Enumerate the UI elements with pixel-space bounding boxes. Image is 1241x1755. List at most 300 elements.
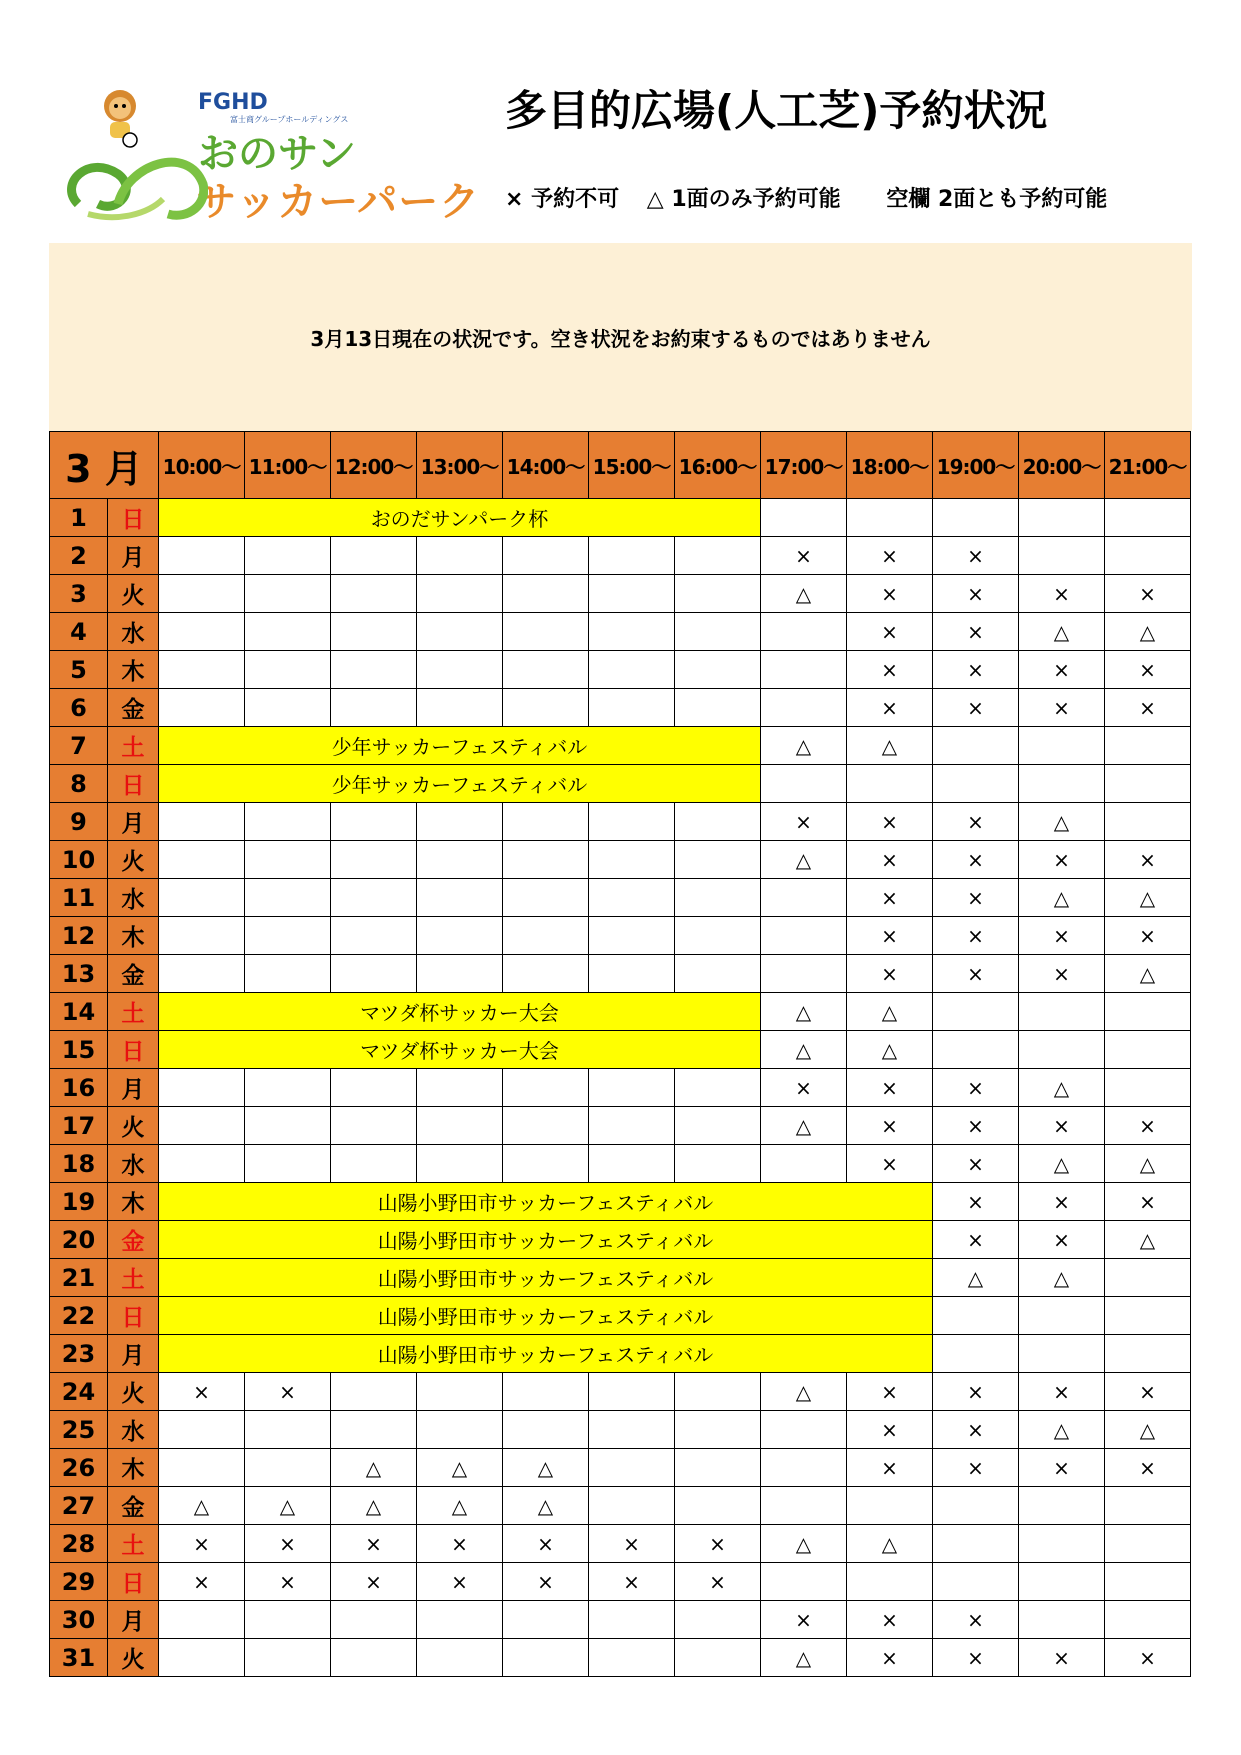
status-cell	[589, 955, 675, 993]
day-of-week: 水	[108, 613, 159, 651]
status-cell	[847, 499, 933, 537]
status-cell	[417, 955, 503, 993]
day-number: 25	[50, 1411, 108, 1449]
table-row	[50, 1145, 1191, 1183]
status-cell	[761, 613, 847, 651]
status-cell	[159, 689, 245, 727]
status-cell: △	[1105, 955, 1191, 993]
status-cell	[675, 651, 761, 689]
status-cell	[503, 1145, 589, 1183]
status-cell: △	[761, 575, 847, 613]
status-cell: △	[761, 727, 847, 765]
status-cell	[417, 879, 503, 917]
status-cell	[503, 1069, 589, 1107]
status-cell: △	[761, 1373, 847, 1411]
status-cell: ×	[1105, 1107, 1191, 1145]
day-number: 18	[50, 1145, 108, 1183]
status-cell: ×	[933, 1411, 1019, 1449]
status-cell	[761, 1563, 847, 1601]
status-cell	[589, 613, 675, 651]
status-cell: ×	[933, 613, 1019, 651]
status-cell	[933, 1563, 1019, 1601]
day-of-week: 土	[108, 1259, 159, 1297]
status-cell: △	[245, 1487, 331, 1525]
table-row	[50, 803, 1191, 841]
status-cell	[589, 1069, 675, 1107]
status-cell: ×	[933, 1639, 1019, 1677]
status-cell	[159, 1145, 245, 1183]
day-of-week: 月	[108, 1069, 159, 1107]
status-cell	[1019, 727, 1105, 765]
day-number: 13	[50, 955, 108, 993]
status-cell	[589, 1601, 675, 1639]
status-cell	[159, 537, 245, 575]
status-cell: ×	[1019, 841, 1105, 879]
status-cell	[159, 955, 245, 993]
status-cell: ×	[847, 651, 933, 689]
status-cell	[761, 955, 847, 993]
day-number: 22	[50, 1297, 108, 1335]
status-cell	[331, 575, 417, 613]
event-cell: 山陽小野田市サッカーフェスティバル	[159, 1297, 933, 1335]
status-cell	[761, 1449, 847, 1487]
time-slot-header: 12:00～	[331, 432, 417, 499]
status-cell	[675, 613, 761, 651]
status-cell	[761, 765, 847, 803]
status-cell: △	[847, 993, 933, 1031]
status-cell	[417, 1601, 503, 1639]
status-cell	[331, 651, 417, 689]
event-cell: マツダ杯サッカー大会	[159, 993, 761, 1031]
status-cell: ×	[933, 689, 1019, 727]
status-cell: ×	[1105, 917, 1191, 955]
status-cell: ×	[1019, 1449, 1105, 1487]
status-cell	[245, 1411, 331, 1449]
event-cell: 山陽小野田市サッカーフェスティバル	[159, 1183, 933, 1221]
status-cell: △	[1019, 803, 1105, 841]
status-cell	[1105, 537, 1191, 575]
status-cell	[675, 575, 761, 613]
status-cell: ×	[417, 1563, 503, 1601]
status-cell	[331, 1411, 417, 1449]
status-cell: ×	[933, 537, 1019, 575]
status-cell: △	[503, 1449, 589, 1487]
status-cell: ×	[933, 1221, 1019, 1259]
table-row	[50, 1601, 1191, 1639]
status-cell	[159, 841, 245, 879]
status-cell: ×	[933, 955, 1019, 993]
status-cell: ×	[675, 1525, 761, 1563]
time-slot-header: 11:00～	[245, 432, 331, 499]
day-of-week: 火	[108, 575, 159, 613]
status-cell	[589, 1373, 675, 1411]
status-cell	[933, 765, 1019, 803]
status-cell	[1105, 1031, 1191, 1069]
table-row	[50, 955, 1191, 993]
day-number: 12	[50, 917, 108, 955]
status-cell	[331, 1107, 417, 1145]
table-row	[50, 1183, 1191, 1221]
status-cell	[589, 879, 675, 917]
status-cell: ×	[245, 1563, 331, 1601]
status-cell	[503, 1601, 589, 1639]
table-row	[50, 765, 1191, 803]
status-cell: ×	[1105, 575, 1191, 613]
day-number: 28	[50, 1525, 108, 1563]
event-cell: 少年サッカーフェスティバル	[159, 765, 761, 803]
status-cell	[417, 1145, 503, 1183]
status-cell	[245, 1601, 331, 1639]
status-cell: △	[1019, 1411, 1105, 1449]
day-of-week: 水	[108, 1145, 159, 1183]
status-cell	[245, 1069, 331, 1107]
status-cell	[331, 879, 417, 917]
status-cell	[503, 1107, 589, 1145]
table-row	[50, 1563, 1191, 1601]
status-cell: △	[761, 841, 847, 879]
status-cell	[331, 841, 417, 879]
status-cell	[589, 1145, 675, 1183]
status-cell	[331, 1639, 417, 1677]
table-row	[50, 841, 1191, 879]
company-logo-text: FGHD	[198, 90, 268, 115]
status-cell	[159, 1411, 245, 1449]
status-cell: ×	[847, 917, 933, 955]
legend-blank: 空欄 2面とも予約可能	[886, 187, 1108, 212]
day-number: 9	[50, 803, 108, 841]
status-cell	[847, 1563, 933, 1601]
reservation-table	[49, 431, 1191, 1677]
status-cell	[1105, 1259, 1191, 1297]
status-cell	[331, 1601, 417, 1639]
status-cell: △	[933, 1259, 1019, 1297]
status-cell	[245, 879, 331, 917]
status-cell	[675, 1449, 761, 1487]
status-cell	[503, 613, 589, 651]
status-cell	[589, 917, 675, 955]
status-cell: ×	[159, 1525, 245, 1563]
status-cell: ×	[1105, 1449, 1191, 1487]
status-cell: ×	[1019, 575, 1105, 613]
day-number: 11	[50, 879, 108, 917]
day-of-week: 日	[108, 765, 159, 803]
status-cell	[675, 689, 761, 727]
status-cell	[589, 575, 675, 613]
status-cell: ×	[933, 1107, 1019, 1145]
status-cell	[589, 841, 675, 879]
time-slot-header: 10:00～	[159, 432, 245, 499]
status-cell	[1105, 1297, 1191, 1335]
status-cell	[503, 879, 589, 917]
status-cell	[675, 1601, 761, 1639]
status-cell	[761, 917, 847, 955]
status-cell: ×	[847, 955, 933, 993]
status-cell: △	[761, 1107, 847, 1145]
status-cell: △	[503, 1487, 589, 1525]
day-of-week: 木	[108, 917, 159, 955]
status-cell: △	[1019, 1259, 1105, 1297]
status-cell	[159, 1601, 245, 1639]
status-cell: △	[847, 727, 933, 765]
status-cell	[589, 651, 675, 689]
status-cell	[503, 841, 589, 879]
status-cell	[159, 613, 245, 651]
table-row	[50, 917, 1191, 955]
status-cell	[675, 1373, 761, 1411]
status-cell: ×	[933, 1601, 1019, 1639]
status-cell	[933, 1335, 1019, 1373]
status-cell: ×	[159, 1563, 245, 1601]
table-row	[50, 993, 1191, 1031]
status-cell: △	[1105, 879, 1191, 917]
status-cell: ×	[933, 1449, 1019, 1487]
status-cell	[331, 917, 417, 955]
status-cell	[159, 1107, 245, 1145]
day-of-week: 火	[108, 841, 159, 879]
time-slot-header: 18:00～	[847, 432, 933, 499]
status-cell	[159, 1449, 245, 1487]
status-cell	[159, 803, 245, 841]
status-cell	[1105, 1335, 1191, 1373]
status-cell: △	[331, 1487, 417, 1525]
status-cell	[675, 1069, 761, 1107]
day-of-week: 火	[108, 1639, 159, 1677]
status-cell	[159, 575, 245, 613]
status-cell: ×	[933, 575, 1019, 613]
status-cell	[761, 879, 847, 917]
status-cell: △	[761, 1031, 847, 1069]
day-of-week: 日	[108, 499, 159, 537]
status-cell: ×	[159, 1373, 245, 1411]
status-cell	[417, 1069, 503, 1107]
event-cell: マツダ杯サッカー大会	[159, 1031, 761, 1069]
table-row	[50, 1373, 1191, 1411]
table-row	[50, 1259, 1191, 1297]
day-of-week: 金	[108, 689, 159, 727]
day-of-week: 木	[108, 651, 159, 689]
status-cell: ×	[933, 917, 1019, 955]
status-cell	[933, 499, 1019, 537]
status-cell: △	[1105, 1145, 1191, 1183]
status-cell	[503, 1411, 589, 1449]
status-cell	[245, 651, 331, 689]
status-cell: ×	[933, 651, 1019, 689]
status-cell	[245, 537, 331, 575]
status-cell: ×	[331, 1525, 417, 1563]
status-cell	[503, 575, 589, 613]
notice-text: 3月13日現在の状況です。空き状況をお約束するものではありません	[310, 327, 931, 351]
status-cell	[503, 803, 589, 841]
status-cell: ×	[933, 1145, 1019, 1183]
status-cell: △	[1105, 613, 1191, 651]
status-cell: ×	[933, 841, 1019, 879]
day-number: 6	[50, 689, 108, 727]
table-row	[50, 879, 1191, 917]
status-cell	[417, 1107, 503, 1145]
status-cell	[589, 537, 675, 575]
status-cell: ×	[417, 1525, 503, 1563]
status-cell: △	[417, 1449, 503, 1487]
table-row	[50, 1221, 1191, 1259]
status-cell	[675, 1487, 761, 1525]
status-cell	[245, 1145, 331, 1183]
status-cell	[245, 803, 331, 841]
status-cell	[589, 803, 675, 841]
time-slot-header: 15:00～	[589, 432, 675, 499]
status-cell: △	[1105, 1411, 1191, 1449]
status-cell: △	[1019, 613, 1105, 651]
status-cell	[417, 841, 503, 879]
status-cell: ×	[847, 1145, 933, 1183]
status-cell: ×	[847, 879, 933, 917]
table-row	[50, 1487, 1191, 1525]
day-of-week: 火	[108, 1373, 159, 1411]
event-cell: おのだサンパーク杯	[159, 499, 761, 537]
legend	[505, 182, 1127, 213]
day-number: 29	[50, 1563, 108, 1601]
status-cell	[847, 1487, 933, 1525]
status-cell: ×	[1105, 1639, 1191, 1677]
status-cell: △	[159, 1487, 245, 1525]
day-number: 10	[50, 841, 108, 879]
status-cell: ×	[847, 1449, 933, 1487]
notice-box	[49, 243, 1192, 431]
status-cell: ×	[933, 803, 1019, 841]
table-row	[50, 1069, 1191, 1107]
time-slot-header: 19:00～	[933, 432, 1019, 499]
status-cell	[675, 537, 761, 575]
status-cell	[761, 689, 847, 727]
day-of-week: 土	[108, 727, 159, 765]
day-number: 21	[50, 1259, 108, 1297]
status-cell	[245, 917, 331, 955]
table-row	[50, 575, 1191, 613]
status-cell: ×	[761, 537, 847, 575]
status-cell: ×	[331, 1563, 417, 1601]
event-cell: 山陽小野田市サッカーフェスティバル	[159, 1335, 933, 1373]
status-cell	[159, 1639, 245, 1677]
status-cell	[1019, 499, 1105, 537]
status-cell: ×	[503, 1525, 589, 1563]
status-cell: ×	[847, 1107, 933, 1145]
table-row	[50, 537, 1191, 575]
status-cell: △	[847, 1525, 933, 1563]
status-cell	[1105, 1487, 1191, 1525]
status-cell	[675, 1107, 761, 1145]
logo	[58, 82, 498, 225]
status-cell: ×	[1019, 1183, 1105, 1221]
status-cell	[675, 1639, 761, 1677]
status-cell: ×	[589, 1525, 675, 1563]
day-number: 20	[50, 1221, 108, 1259]
day-number: 7	[50, 727, 108, 765]
status-cell: ×	[1105, 1373, 1191, 1411]
status-cell	[503, 955, 589, 993]
status-cell: ×	[589, 1563, 675, 1601]
status-cell	[331, 1145, 417, 1183]
company-logo-subtext: 富士商グループホールディングス	[230, 115, 349, 124]
day-number: 3	[50, 575, 108, 613]
status-cell: ×	[503, 1563, 589, 1601]
status-cell: ×	[847, 537, 933, 575]
status-cell	[933, 1487, 1019, 1525]
day-number: 27	[50, 1487, 108, 1525]
time-slot-header: 17:00～	[761, 432, 847, 499]
status-cell	[1105, 1601, 1191, 1639]
status-cell: ×	[1105, 651, 1191, 689]
status-cell: ×	[1019, 1639, 1105, 1677]
status-cell	[675, 955, 761, 993]
status-cell: ×	[847, 575, 933, 613]
status-cell: ×	[847, 803, 933, 841]
status-cell	[1105, 1525, 1191, 1563]
status-cell	[761, 1487, 847, 1525]
status-cell: ×	[847, 1373, 933, 1411]
table-row	[50, 1411, 1191, 1449]
status-cell	[1019, 1335, 1105, 1373]
status-cell	[1105, 1069, 1191, 1107]
status-cell	[417, 917, 503, 955]
status-cell	[503, 689, 589, 727]
status-cell: △	[761, 993, 847, 1031]
day-of-week: 火	[108, 1107, 159, 1145]
status-cell	[159, 917, 245, 955]
status-cell	[417, 803, 503, 841]
status-cell	[503, 1639, 589, 1677]
status-cell	[417, 1411, 503, 1449]
swirl-logo-icon	[58, 144, 208, 222]
status-cell: ×	[847, 1601, 933, 1639]
event-cell: 山陽小野田市サッカーフェスティバル	[159, 1221, 933, 1259]
status-cell	[1019, 1525, 1105, 1563]
day-of-week: 月	[108, 537, 159, 575]
day-of-week: 水	[108, 879, 159, 917]
status-cell	[933, 727, 1019, 765]
brand-name-line2: サッカーパーク	[196, 179, 481, 225]
time-slot-header: 20:00～	[1019, 432, 1105, 499]
status-cell: △	[1105, 1221, 1191, 1259]
time-slot-header: 16:00～	[675, 432, 761, 499]
status-cell	[503, 537, 589, 575]
month-header: 3 月	[50, 432, 159, 499]
status-cell	[417, 537, 503, 575]
status-cell	[1105, 727, 1191, 765]
time-slot-header: 14:00～	[503, 432, 589, 499]
status-cell	[245, 1639, 331, 1677]
table-row	[50, 727, 1191, 765]
status-cell	[1019, 1487, 1105, 1525]
status-cell: ×	[847, 1069, 933, 1107]
time-slot-header: 13:00～	[417, 432, 503, 499]
status-cell	[245, 575, 331, 613]
table-row	[50, 689, 1191, 727]
status-cell: ×	[675, 1563, 761, 1601]
status-cell: △	[1019, 1069, 1105, 1107]
day-of-week: 日	[108, 1563, 159, 1601]
table-row	[50, 499, 1191, 537]
day-number: 23	[50, 1335, 108, 1373]
status-cell: ×	[245, 1373, 331, 1411]
day-of-week: 金	[108, 1487, 159, 1525]
table-header-row	[50, 432, 1191, 499]
status-cell	[417, 1373, 503, 1411]
day-number: 15	[50, 1031, 108, 1069]
status-cell	[589, 689, 675, 727]
status-cell: △	[1019, 879, 1105, 917]
table-row	[50, 1525, 1191, 1563]
event-cell: 山陽小野田市サッカーフェスティバル	[159, 1259, 933, 1297]
status-cell	[589, 1107, 675, 1145]
